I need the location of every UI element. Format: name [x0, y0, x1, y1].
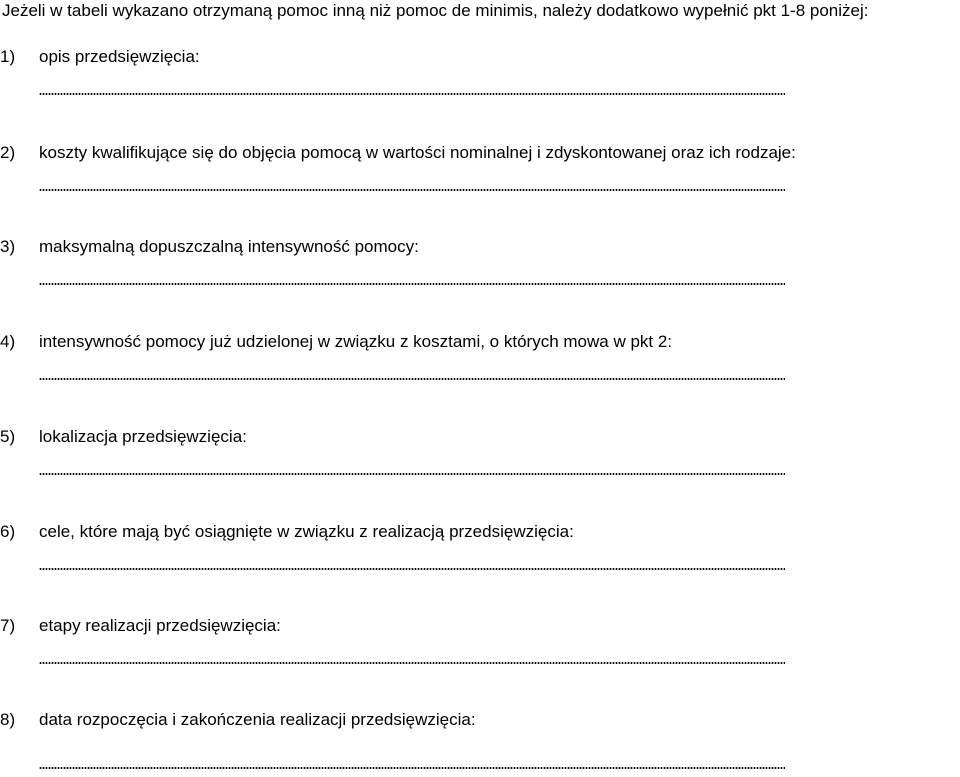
form-item-3 — [0, 235, 960, 329]
item-label: opis przedsięwzięcia: — [39, 47, 200, 66]
answer-field[interactable] — [39, 567, 785, 571]
item-label: data rozpoczęcia i zakończenia realizacji przedsięwzięcia: — [39, 710, 476, 729]
item-number: 4) — [0, 332, 16, 351]
form-item-6 — [0, 520, 960, 614]
item-label: maksymalną dopuszczalną intensywność pomocy: — [39, 237, 419, 256]
intro-text: Jeżeli w tabeli wykazano otrzymaną pomoc inną niż pomoc de minimis, należy dodatkowo wypełnić pkt 1-8 poniżej: — [2, 1, 869, 20]
item-label: lokalizacja przedsięwzięcia: — [39, 427, 247, 446]
answer-field[interactable] — [39, 92, 785, 96]
item-number: 8) — [0, 710, 16, 729]
form-item-7 — [0, 614, 960, 708]
item-label: cele, które mają być osiągnięte w związku z realizacją przedsięwzięcia: — [39, 522, 574, 541]
item-label: intensywność pomocy już udzielonej w związku z kosztami, o których mowa w pkt 2: — [39, 332, 673, 351]
item-number: 5) — [0, 427, 16, 446]
form-item-5 — [0, 425, 960, 519]
item-number: 2) — [0, 143, 16, 162]
answer-field[interactable] — [39, 661, 785, 665]
answer-field[interactable] — [39, 766, 785, 770]
item-number: 6) — [0, 522, 16, 541]
answer-field[interactable] — [39, 472, 785, 476]
item-label: etapy realizacji przedsięwzięcia: — [39, 616, 281, 635]
answer-field[interactable] — [39, 377, 785, 381]
form-item-2 — [0, 141, 960, 235]
answer-field[interactable] — [39, 188, 785, 192]
form-item-4 — [0, 330, 960, 424]
item-number: 7) — [0, 616, 16, 635]
item-label: koszty kwalifikujące się do objęcia pomocą w wartości nominalnej i zdyskontowanej oraz ich rodzaje: — [39, 143, 796, 162]
item-number: 1) — [0, 47, 16, 66]
answer-field[interactable] — [39, 282, 785, 286]
form-item-1 — [0, 45, 960, 139]
item-number: 3) — [0, 237, 16, 256]
form-item-8 — [0, 708, 960, 777]
